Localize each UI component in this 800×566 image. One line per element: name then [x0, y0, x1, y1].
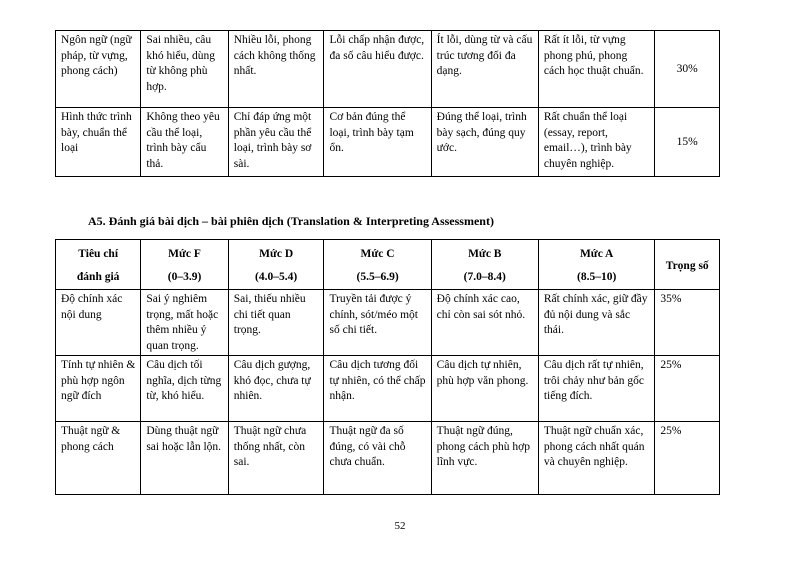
criterion-cell: Thuật ngữ & phong cách [56, 422, 141, 495]
level-d-cell: Thuật ngữ chưa thống nhất, còn sai. [228, 422, 324, 495]
level-a-cell: Thuật ngữ chuẩn xác, phong cách nhất quán và chuyên nghiệp. [538, 422, 655, 495]
level-c-cell: Thuật ngữ đa số đúng, có vài chỗ chưa chuẩn. [324, 422, 431, 495]
header-weight: Trọng số [655, 240, 720, 290]
level-a-cell: Câu dịch rất tự nhiên, trôi chảy như bản gốc tiếng đích. [538, 356, 655, 422]
weight-cell: 25% [655, 356, 720, 422]
criterion-cell: Độ chính xác nội dung [56, 290, 141, 356]
header-criterion-line2: đánh giá [76, 271, 120, 283]
header-criterion [56, 240, 141, 290]
section-heading: A5. Đánh giá bài dịch – bài phiên dịch (Translation & Interpreting Assessment) [88, 214, 494, 228]
weight-cell: 15% [655, 108, 720, 177]
header-level-d [228, 240, 324, 290]
level-f-cell: Sai ý nghiêm trọng, mất hoặc thêm nhiều ý quan trọng. [141, 290, 228, 356]
header-level-a [538, 240, 655, 290]
criterion-cell: Hình thức trình bày, chuẩn thể loại [56, 108, 141, 177]
weight-cell: 35% [655, 290, 720, 356]
level-c-cell: Cơ bản đúng thể loại, trình bày tạm ổn. [324, 108, 431, 177]
table-row [56, 290, 720, 356]
header-range: (4.0–5.4) [255, 271, 298, 283]
criterion-cell: Ngôn ngữ (ngữ pháp, từ vựng, phong cách) [56, 31, 141, 108]
level-b-cell: Đúng thể loại, trình bày sạch, đúng quy ước. [431, 108, 538, 177]
level-b-cell: Ít lỗi, dùng từ và cấu trúc tương đối đa dạng. [431, 31, 538, 108]
header-range: (5.5–6.9) [356, 271, 399, 283]
header-level-c [324, 240, 431, 290]
table-row [56, 422, 720, 495]
header-label: Mức A [579, 248, 614, 260]
weight-cell: 25% [655, 422, 720, 495]
level-a-cell: Rất chuẩn thể loại (essay, report, email…), trình bày chuyên nghiệp. [538, 108, 655, 177]
weight-cell: 30% [655, 31, 720, 108]
translation-rubric-table [55, 239, 720, 495]
level-b-cell: Câu dịch tự nhiên, phù hợp văn phong. [431, 356, 538, 422]
level-f-cell: Không theo yêu cầu thể loại, trình bày cẩu thả. [141, 108, 228, 177]
table-row [56, 31, 720, 108]
level-c-cell: Lỗi chấp nhận được, đa số câu hiểu được. [324, 31, 431, 108]
level-f-cell: Sai nhiều, câu khó hiểu, dùng từ không phù hợp. [141, 31, 228, 108]
level-c-cell: Truyền tải được ý chính, sót/méo một số chi tiết. [324, 290, 431, 356]
header-level-b [431, 240, 538, 290]
header-range: (7.0–8.4) [463, 271, 506, 283]
level-d-cell: Chỉ đáp ứng một phần yêu cầu thể loại, trình bày sơ sài. [228, 108, 324, 177]
header-level-f [141, 240, 228, 290]
level-b-cell: Thuật ngữ đúng, phong cách phù hợp lĩnh vực. [431, 422, 538, 495]
level-d-cell: Câu dịch gượng, khó đọc, chưa tự nhiên. [228, 356, 324, 422]
criterion-cell: Tính tự nhiên & phù hợp ngôn ngữ đích [56, 356, 141, 422]
header-label: Mức D [259, 248, 294, 260]
header-label: Mức B [468, 248, 502, 260]
level-d-cell: Sai, thiếu nhiều chi tiết quan trọng. [228, 290, 324, 356]
level-d-cell: Nhiều lỗi, phong cách không thống nhất. [228, 31, 324, 108]
level-a-cell: Rất chính xác, giữ đầy đủ nội dung và sắc thái. [538, 290, 655, 356]
level-c-cell: Câu dịch tương đối tự nhiên, có thể chấp nhận. [324, 356, 431, 422]
header-label: Mức C [360, 248, 395, 260]
page-number: 52 [394, 520, 406, 532]
rubric-table-continued [55, 30, 720, 177]
header-criterion-line1: Tiêu chí [78, 248, 119, 260]
level-a-cell: Rất ít lỗi, từ vựng phong phú, phong cách học thuật chuẩn. [538, 31, 655, 108]
header-range: (8.5–10) [576, 271, 617, 283]
table-row [56, 356, 720, 422]
header-label: Mức F [168, 248, 201, 260]
header-range: (0–3.9) [167, 271, 202, 283]
level-b-cell: Độ chính xác cao, chỉ còn sai sót nhỏ. [431, 290, 538, 356]
level-f-cell: Dùng thuật ngữ sai hoặc lẫn lộn. [141, 422, 228, 495]
table-row [56, 108, 720, 177]
level-f-cell: Câu dịch tối nghĩa, dịch từng từ, khó hiểu. [141, 356, 228, 422]
header-row [56, 240, 720, 290]
